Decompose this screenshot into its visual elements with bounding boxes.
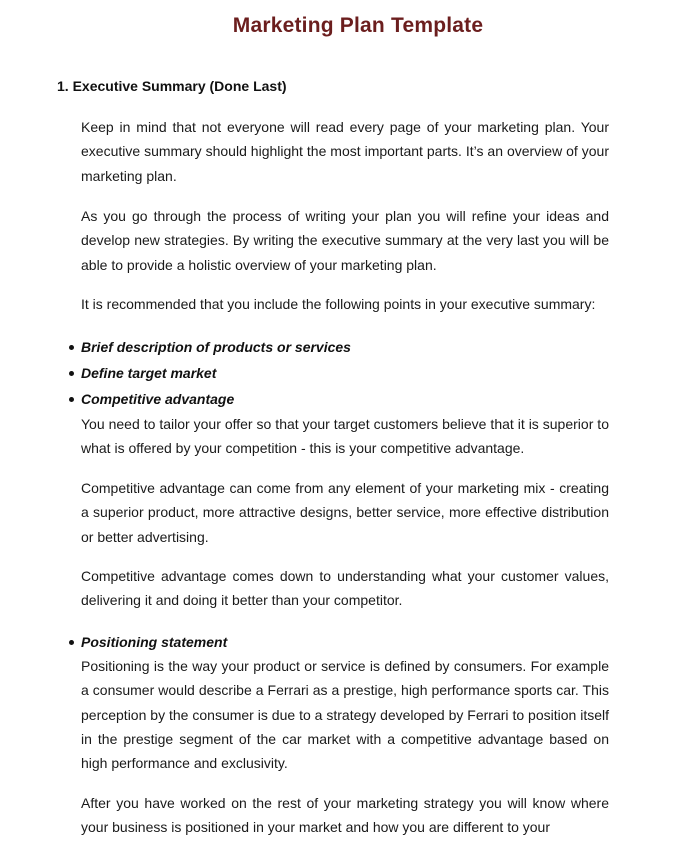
bullet-label: Positioning statement [81, 634, 228, 650]
bullet-label: Brief description of products or services [81, 339, 351, 355]
bullet-item-positioning [69, 633, 227, 651]
paragraph-recommended: It is recommended that you include the following points in your executive summary: [81, 296, 596, 312]
bullet-item-target-market [69, 364, 216, 382]
bullet-item-competitive-advantage [69, 390, 234, 408]
paragraph-intro: Keep in mind that not everyone will read every page of your marketing plan. Your executive summary should highlight the most important parts. It’s an overview of your marketing plan. [81, 119, 609, 184]
bullet-label: Define target market [81, 365, 217, 381]
paragraph-positioning-after: After you have worked on the rest of your marketing strategy you will know where your business is positioned in your market and how you are different to your [81, 795, 609, 836]
paragraph-competitive-source: Competitive advantage can come from any element of your marketing mix - creating a superior product, more attractive designs, better service, more effective distribution or better advertising. [81, 480, 609, 545]
document-title: Marketing Plan Template [232, 14, 484, 37]
paragraph-positioning-definition: Positioning is the way your product or service is defined by consumers. For example a consumer would describe a Ferrari as a prestige, high performance sports car. This perception by the consumer is due to a strategy developed by Ferrari to position itself in the prestige segment of the car market with a competitive advantage based on high performance and exclusivity. [81, 658, 609, 772]
bullet-dot-icon [69, 397, 74, 402]
bullet-dot-icon [69, 371, 74, 376]
paragraph-process: As you go through the process of writing your plan you will refine your ideas and develop new strategies. By writing the executive summary at the very last you will be able to provide a holistic overview of your marketing plan. [81, 208, 609, 273]
section-heading-executive-summary: 1. Executive Summary (Done Last) [57, 78, 287, 94]
bullet-item-description [69, 338, 351, 356]
paragraph-competitive-tailor: You need to tailor your offer so that your target customers believe that it is superior to what is offered by your competition - this is your competitive advantage. [81, 416, 609, 457]
paragraph-competitive-values: Competitive advantage comes down to understanding what your customer values, delivering it and doing it better than your competitor. [81, 568, 609, 609]
bullet-dot-icon [69, 640, 74, 645]
bullet-dot-icon [69, 345, 74, 350]
bullet-label: Competitive advantage [81, 391, 235, 407]
